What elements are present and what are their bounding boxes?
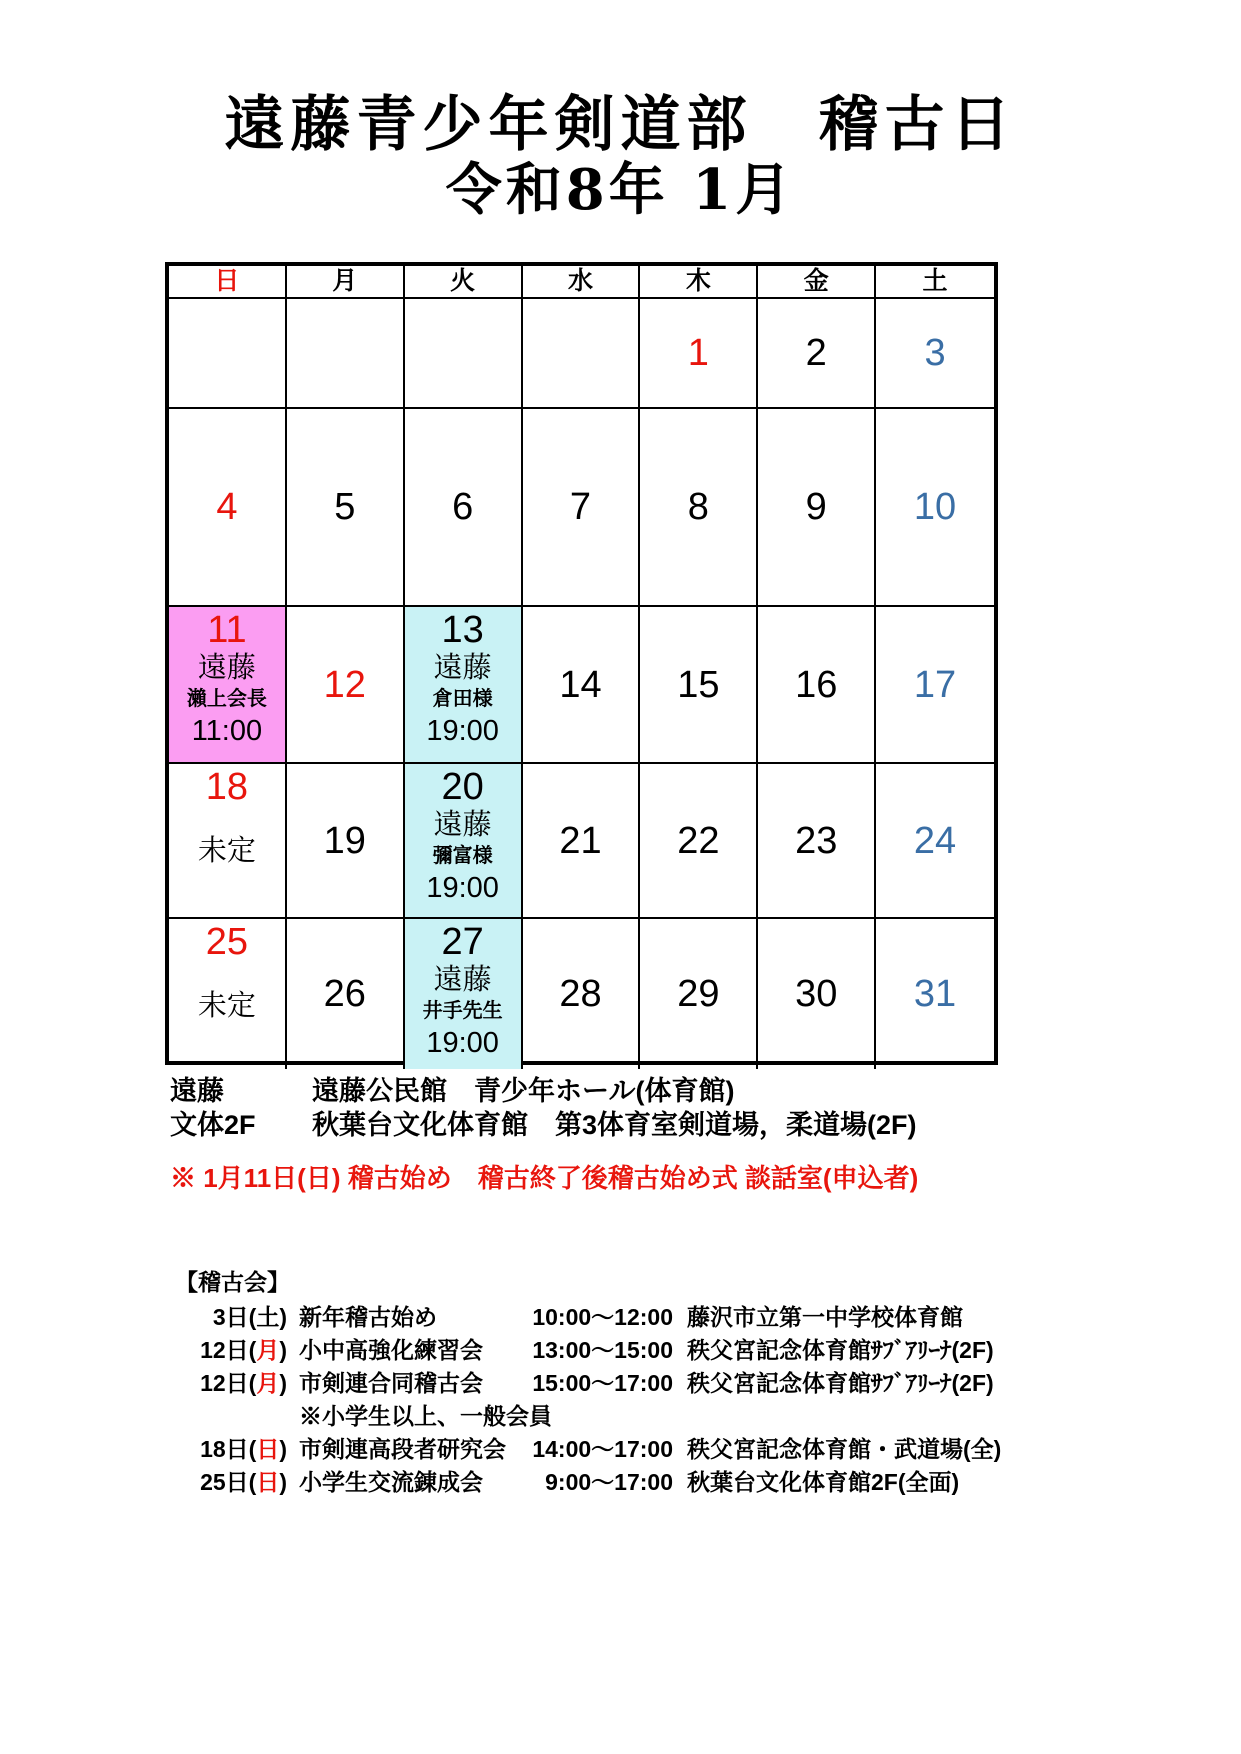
day-number: 31	[913, 973, 957, 1015]
calendar-cell-13	[405, 607, 523, 764]
calendar-cell-29	[640, 919, 758, 1069]
calendar-cell-14	[523, 607, 641, 764]
cell-note: 11:00	[191, 715, 263, 747]
calendar-cell-25	[169, 919, 287, 1069]
day-number: 7	[569, 486, 592, 528]
legend-key: 文体2F	[170, 1110, 256, 1140]
keikokai-time: 9:00～17:00	[545, 1469, 673, 1495]
keikokai-note: ※小学生以上、一般会員	[299, 1403, 552, 1429]
calendar-cell-18	[169, 764, 287, 919]
keikokai-place: 藤沢市立第一中学校体育館	[687, 1304, 963, 1330]
keikokai-event: 新年稽古始め	[299, 1304, 437, 1330]
day-number: 6	[452, 486, 474, 528]
day-number: 28	[559, 973, 602, 1015]
day-number: 24	[913, 819, 957, 862]
calendar-cell-empty	[287, 299, 405, 409]
cell-note: 彌富様	[432, 845, 493, 867]
weekday-header-木: 木	[640, 266, 758, 299]
day-number: 27	[441, 921, 484, 963]
calendar-cell-27	[405, 919, 523, 1069]
keikokai-weekday: 月	[256, 1337, 280, 1363]
keikokai-event: 小学生交流錬成会	[299, 1469, 483, 1495]
day-number: 22	[677, 819, 720, 862]
calendar-cell-19	[287, 764, 405, 919]
keikokai-place: 秩父宮記念体育館ｻﾌﾞｱﾘｰﾅ(2F)	[687, 1337, 994, 1363]
day-number: 17	[913, 663, 957, 706]
day-number: 25	[205, 921, 249, 963]
legend-row-endo	[170, 1074, 917, 1108]
cell-note: 19:00	[426, 1027, 499, 1059]
keikokai-weekday: 日	[256, 1436, 280, 1462]
calendar-cell-empty	[169, 299, 287, 409]
calendar-cell-7	[523, 409, 641, 607]
calendar-cell-20	[405, 764, 523, 919]
cell-note: 遠藤	[197, 652, 256, 684]
keikokai-date: 25日(日)	[200, 1469, 287, 1495]
day-number: 10	[913, 486, 957, 528]
cell-note: 遠藤	[433, 964, 492, 996]
day-number: 21	[559, 819, 602, 862]
calendar-cell-24	[876, 764, 994, 919]
calendar-cell-31	[876, 919, 994, 1069]
keikokai-date: 18日(日)	[200, 1436, 287, 1462]
legend-value: 秋葉台文化体育館 第3体育室剣道場，柔道場(2F)	[312, 1110, 917, 1140]
calendar-cell-6	[405, 409, 523, 607]
day-number: 14	[559, 663, 602, 706]
cell-note: 倉田様	[432, 688, 493, 710]
day-number: 20	[441, 766, 484, 808]
keikokai-event: 市剣連合同稽古会	[299, 1370, 483, 1396]
weekday-header-日: 日	[169, 266, 287, 299]
calendar-cell-15	[640, 607, 758, 764]
calendar-cell-12	[287, 607, 405, 764]
calendar-cell-17	[876, 607, 994, 764]
keikokai-time: 15:00～17:00	[532, 1370, 673, 1396]
cell-note: 井手先生	[422, 1000, 503, 1022]
day-number: 29	[677, 973, 720, 1015]
keikokai-row	[175, 1301, 1001, 1334]
calendar-cell-21	[523, 764, 641, 919]
calendar-cell-4	[169, 409, 287, 607]
keikokai-event: 小中高強化練習会	[299, 1337, 483, 1363]
calendar-cell-1	[640, 299, 758, 409]
keikokai-row	[175, 1334, 1001, 1367]
keikokai-section	[175, 1266, 1001, 1499]
calendar-cell-9	[758, 409, 876, 607]
keikokai-row	[175, 1367, 1001, 1400]
day-number: 30	[795, 973, 838, 1015]
calendar-cell-22	[640, 764, 758, 919]
calendar-cell-2	[758, 299, 876, 409]
calendar-cell-3	[876, 299, 994, 409]
day-number: 2	[805, 332, 827, 374]
cell-note: 未定	[197, 990, 256, 1022]
day-number: 12	[323, 663, 366, 706]
day-number: 19	[323, 819, 366, 862]
keikokai-time: 10:00～12:00	[532, 1304, 673, 1330]
keikokai-event: 市剣連高段者研究会	[299, 1436, 506, 1462]
weekday-header-金: 金	[758, 266, 876, 299]
calendar-cell-5	[287, 409, 405, 607]
keikokai-date: 12日(月)	[200, 1370, 287, 1396]
keikokai-row	[175, 1433, 1001, 1466]
weekday-header-月: 月	[287, 266, 405, 299]
cell-note: 遠藤	[433, 652, 492, 684]
title-line2: 令和8年 1月	[445, 157, 796, 224]
day-number: 16	[795, 663, 838, 706]
calendar-cell-empty	[523, 299, 641, 409]
keikokai-row	[175, 1466, 1001, 1499]
keikokai-place: 秋葉台文化体育館2F(全面)	[687, 1469, 960, 1495]
cell-note: 19:00	[426, 715, 499, 747]
day-number: 15	[677, 663, 720, 706]
day-number: 1	[687, 332, 709, 374]
keikokai-place: 秩父宮記念体育館ｻﾌﾞｱﾘｰﾅ(2F)	[687, 1370, 994, 1396]
calendar-cell-26	[287, 919, 405, 1069]
calendar-cell-28	[523, 919, 641, 1069]
cell-note: 19:00	[426, 872, 499, 904]
weekday-header-水: 水	[523, 266, 641, 299]
day-number: 11	[207, 609, 247, 651]
day-number: 5	[334, 486, 356, 528]
keiko-hajime-note: ※ 1月11日(日) 稽古始め 稽古終了後稽古始め式 談話室(申込者)	[170, 1163, 919, 1193]
calendar-cell-11	[169, 607, 287, 764]
day-number: 23	[795, 819, 838, 862]
calendar-cell-10	[876, 409, 994, 607]
keikokai-date: 3日(土)	[212, 1304, 287, 1330]
legend-row-buntai	[170, 1108, 917, 1142]
keikokai-time: 14:00～17:00	[532, 1436, 673, 1462]
keikokai-weekday: 土	[256, 1304, 280, 1330]
keikokai-place: 秩父宮記念体育館・武道場(全)	[687, 1436, 1002, 1462]
keikokai-date: 12日(月)	[200, 1337, 287, 1363]
cell-note: 遠藤	[433, 809, 492, 841]
weekday-header-土: 土	[876, 266, 994, 299]
legend-value: 遠藤公民館 青少年ホール(体育館)	[312, 1076, 735, 1106]
cell-note: 未定	[197, 835, 256, 867]
keikokai-weekday: 日	[256, 1469, 280, 1495]
calendar-cell-23	[758, 764, 876, 919]
calendar-cell-16	[758, 607, 876, 764]
keikokai-weekday: 月	[256, 1370, 280, 1396]
day-number: 13	[441, 609, 484, 651]
calendar-cell-empty	[405, 299, 523, 409]
day-number: 4	[216, 486, 238, 528]
keikokai-list	[175, 1301, 1001, 1499]
calendar-table	[165, 262, 998, 1065]
calendar-cell-30	[758, 919, 876, 1069]
legend	[170, 1074, 917, 1142]
document-title	[0, 92, 1241, 222]
title-line1: 遠藤青少年剣道部 稽古日	[224, 90, 1017, 160]
keikokai-heading: 【稽古会】	[175, 1269, 290, 1295]
day-number: 9	[805, 486, 827, 528]
keikokai-time: 13:00～15:00	[532, 1337, 673, 1363]
calendar-cell-8	[640, 409, 758, 607]
day-number: 8	[687, 486, 709, 528]
day-number: 18	[205, 766, 249, 808]
weekday-header-火: 火	[405, 266, 523, 299]
legend-key: 遠藤	[170, 1076, 224, 1106]
day-number: 26	[323, 973, 366, 1015]
day-number: 3	[924, 332, 946, 374]
cell-note: 瀨上会長	[186, 688, 267, 710]
